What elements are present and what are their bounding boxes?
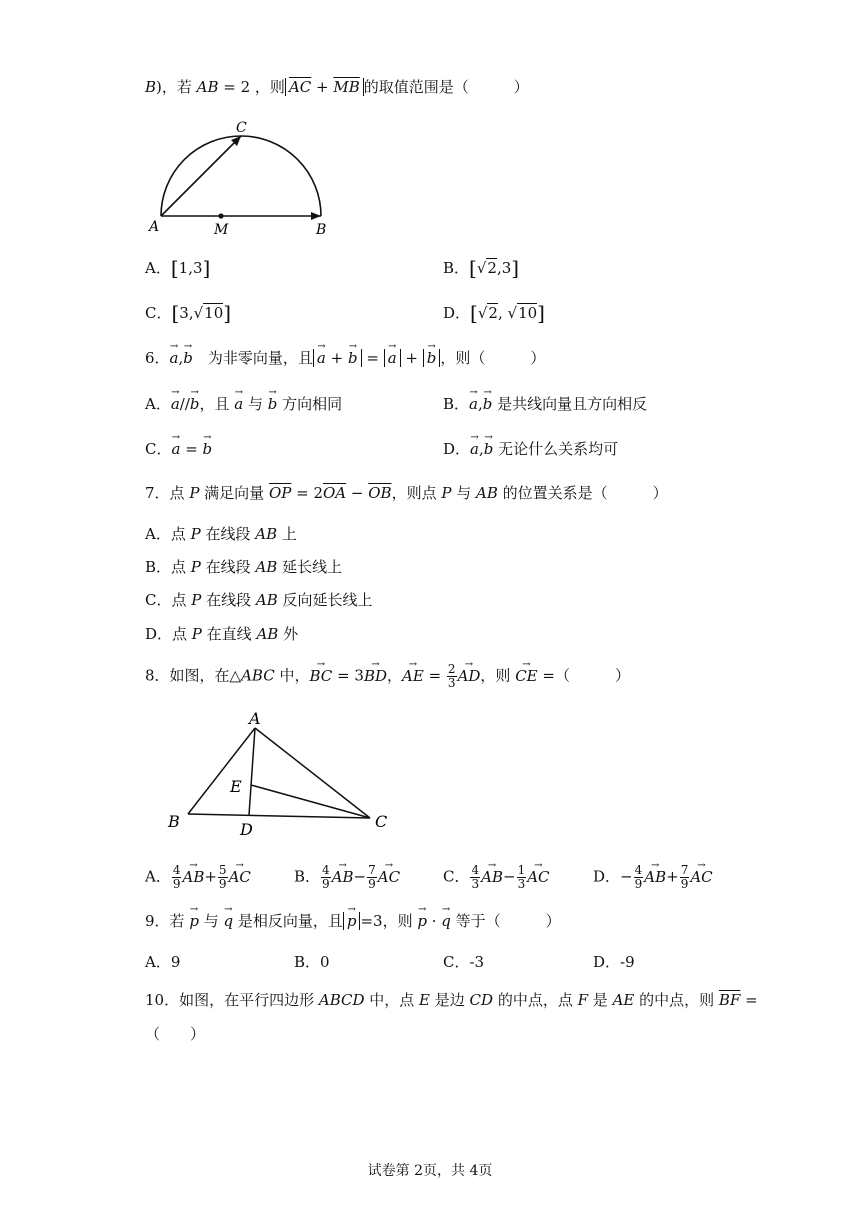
page-footer: 试卷第 2页，共 4页	[367, 1163, 493, 1179]
arrow-AB	[311, 212, 321, 220]
semicircle-arc	[161, 136, 321, 216]
side-AC	[255, 728, 370, 818]
q8-option-a[interactable]: A． $\frac{4}{9}$ → AB+ $\frac{5}{9}$ → AC	[145, 864, 251, 891]
label-A: A	[149, 219, 160, 235]
q8-option-c[interactable]: C． $\frac{4}{3}$ → AB− $\frac{1}{3}$ → AC	[443, 864, 550, 891]
side-AB	[188, 728, 255, 814]
vector-AC	[161, 136, 241, 216]
q8-stem: 8．如图，在△ABC 中，→ BC = 3→ BD，→ AE = $\frac{2}{3}$ → AD，则 → CE =（ ）	[145, 663, 630, 690]
label-M: M	[214, 222, 229, 238]
q8-triangle-figure	[160, 708, 400, 843]
q5-option-b[interactable]: B．[√2,3]	[443, 256, 520, 280]
label-C: C	[236, 120, 247, 136]
q9-option-c[interactable]: C．-3	[443, 953, 485, 971]
q5-stem: B)，若 AB = 2 ，则 $\overline{AC} + \overline{MB}$ 的取值范围是（ ）	[145, 78, 529, 96]
q5-option-d[interactable]: D．[√2, √10]	[443, 301, 545, 325]
label-B: B	[316, 222, 327, 238]
q8-option-b[interactable]: B． $\frac{4}{9}$ → AB− $\frac{7}{9}$ → AC	[294, 864, 400, 891]
q9-stem: 9．若 → p 与 → q 是相反向量，且 → p =3，则 → p · → q 等于（ ）	[145, 910, 561, 932]
q7-option-d[interactable]: D．点 P 在直线 AB 外	[145, 625, 299, 643]
q7-option-c[interactable]: C．点 P 在线段 AB 反向延长线上	[145, 591, 373, 609]
segment-EC	[251, 785, 370, 818]
q7-stem: 7．点 P 满足向量 $\overline{OP} = 2\overline{OA} - \overline{OB}$，则点 P 与 AB 的位置关系是（ ）	[145, 484, 668, 502]
q9-option-d[interactable]: D．-9	[593, 953, 635, 971]
label-D: D	[240, 820, 253, 839]
q6-stem: 6．→ a,→ b 为非零向量，且 → a + → b = → a + → b ，则（ ）	[145, 347, 545, 369]
side-BC	[188, 814, 370, 818]
q10-paren: （ ）	[145, 1025, 206, 1043]
q9-option-a[interactable]: A．9	[145, 953, 181, 971]
q5-option-a[interactable]: A．[1,3]	[145, 256, 211, 280]
q7-option-a[interactable]: A．点 P 在线段 AB 上	[145, 525, 297, 543]
label-C: C	[375, 812, 388, 831]
q5-option-c[interactable]: C．[3,√10]	[145, 301, 232, 325]
q6-option-a[interactable]: A．→ a//→ b，且 → a 与 → b 方向相同	[145, 393, 342, 415]
label-B: B	[168, 812, 180, 831]
q10-stem: 10．如图，在平行四边形 ABCD 中，点 E 是边 CD 的中点，点 F 是 AE 的中点，则 $\overline{BF}$ =	[145, 991, 758, 1009]
segment-AD	[249, 728, 255, 815]
q7-option-b[interactable]: B．点 P 在线段 AB 延长线上	[145, 558, 343, 576]
q8-option-d[interactable]: D．− $\frac{4}{9}$ → AB+ $\frac{7}{9}$ → AC	[593, 864, 713, 891]
q5-semicircle-figure	[145, 115, 345, 240]
point-M	[218, 213, 223, 218]
q9-option-b[interactable]: B．0	[294, 953, 330, 971]
q6-option-d[interactable]: D．→ a,→ b 无论什么关系均可	[443, 438, 618, 460]
q6-option-b[interactable]: B．→ a,→ b 是共线向量且方向相反	[443, 393, 647, 415]
label-A: A	[249, 709, 261, 728]
label-E: E	[230, 777, 242, 796]
q6-option-c[interactable]: C．→ a = → b	[145, 438, 212, 460]
